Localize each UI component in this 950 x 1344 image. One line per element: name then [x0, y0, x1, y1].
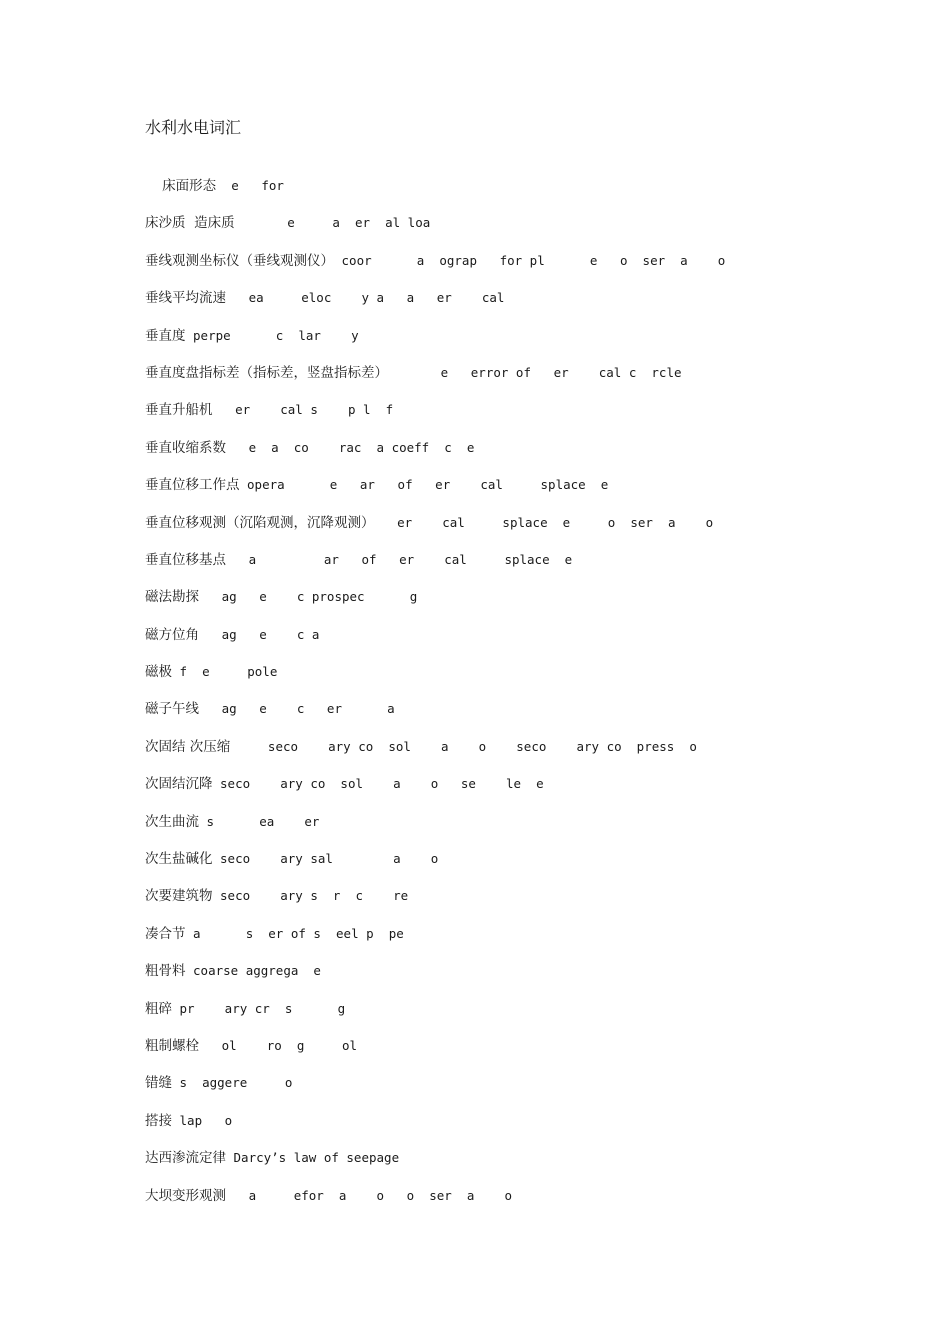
glossary-list [145, 175, 865, 1222]
glossary-entry [145, 437, 865, 474]
glossary-entry [145, 923, 865, 960]
entry-term: 垂直升船机 [145, 402, 213, 419]
entry-gloss: ea eloc y a a er cal [226, 290, 505, 306]
glossary-entry [145, 885, 865, 922]
entry-gloss: ol ro g ol [199, 1037, 358, 1053]
entry-gloss: er cal splace e o ser a o [374, 514, 714, 530]
entry-term: 粗制螺栓 [145, 1037, 199, 1054]
entry-gloss: lap o [172, 1112, 233, 1128]
entry-term: 垂直收缩系数 [145, 439, 226, 456]
glossary-entry [145, 811, 865, 848]
entry-gloss: seco ary s r c re [212, 888, 409, 904]
entry-term: 磁方位角 [145, 626, 199, 643]
entry-term: 达西渗流定律 [145, 1150, 226, 1167]
entry-gloss: pr ary cr s g [172, 1000, 346, 1016]
glossary-entry [145, 1185, 865, 1222]
entry-term: 垂线观测坐标仪（垂线观测仪） [145, 252, 334, 269]
entry-term: 次生曲流 [145, 813, 199, 830]
entry-term: 搭接 [145, 1112, 172, 1129]
entry-gloss: coarse aggrega e [185, 963, 321, 979]
glossary-entry [145, 1110, 865, 1147]
entry-term: 垂直度 [145, 327, 186, 344]
entry-term: 次固结 次压缩 [145, 738, 231, 755]
entry-gloss: e a co rac a coeff c e [226, 439, 475, 455]
entry-gloss: f e pole [172, 664, 278, 680]
entry-gloss: seco ary co sol a o seco ary co press o [230, 738, 697, 754]
glossary-entry [145, 549, 865, 586]
entry-gloss: e a er al loa [234, 215, 431, 231]
entry-term: 垂直位移工作点 [145, 477, 240, 494]
glossary-entry [145, 1035, 865, 1072]
glossary-entry [145, 212, 865, 249]
glossary-entry [145, 998, 865, 1035]
glossary-entry [145, 250, 865, 287]
entry-term: 磁法勘探 [145, 589, 199, 606]
entry-term: 磁极 [145, 664, 172, 681]
entry-term: 床面形态 [145, 178, 217, 194]
entry-gloss: e for [216, 178, 284, 193]
glossary-entry [145, 287, 865, 324]
entry-gloss: ag e c a [199, 626, 320, 642]
glossary-entry [145, 1072, 865, 1109]
entry-term: 错缝 [145, 1075, 172, 1092]
entry-term: 粗碎 [145, 1000, 172, 1017]
entry-gloss: opera e ar of er cal splace e [239, 477, 609, 493]
entry-term: 次要建筑物 [145, 888, 213, 905]
entry-gloss: ag e c er a [199, 701, 395, 717]
entry-term: 垂直位移观测（沉陷观测，沉降观测） [145, 514, 375, 531]
entry-term: 次固结沉降 [145, 776, 213, 793]
entry-gloss: er cal s p l f [212, 402, 394, 418]
entry-term: 凑合节 [145, 925, 186, 942]
glossary-entry [145, 362, 865, 399]
document-title: 水利水电词汇 [145, 118, 242, 137]
entry-term: 磁子午线 [145, 701, 199, 718]
entry-gloss: a efor a o o ser a o [226, 1187, 512, 1203]
entry-term: 次生盐碱化 [145, 851, 213, 868]
glossary-entry [145, 773, 865, 810]
glossary-entry [145, 586, 865, 623]
entry-term: 床沙质 造床质 [145, 215, 235, 232]
entry-gloss: s aggere o [172, 1075, 293, 1091]
entry-gloss: s ea er [199, 813, 320, 829]
glossary-entry [145, 736, 865, 773]
entry-term: 垂直位移基点 [145, 551, 226, 568]
glossary-entry [145, 698, 865, 735]
glossary-entry [145, 175, 865, 212]
entry-gloss: perpe c lar y [185, 327, 359, 343]
entry-gloss: seco ary co sol a o se le e [212, 776, 544, 792]
entry-gloss: Darcy’s law of seepage [226, 1150, 400, 1166]
entry-term: 粗骨料 [145, 963, 186, 980]
glossary-entry [145, 512, 865, 549]
glossary-entry [145, 624, 865, 661]
entry-term: 垂直度盘指标差（指标差，竖盘指标差） [145, 364, 388, 381]
glossary-entry [145, 1147, 865, 1184]
glossary-entry [145, 848, 865, 885]
entry-term: 垂线平均流速 [145, 290, 226, 307]
glossary-entry [145, 325, 865, 362]
entry-gloss: a s er of s eel p pe [185, 925, 404, 941]
glossary-entry [145, 474, 865, 511]
glossary-entry [145, 661, 865, 698]
entry-gloss: seco ary sal a o [212, 851, 439, 867]
glossary-entry [145, 960, 865, 997]
entry-gloss: coor a ograp for pl e o ser a o [334, 252, 726, 268]
entry-gloss: e error of er cal c rcle [388, 364, 682, 380]
entry-gloss: ag e c prospec g [199, 589, 418, 605]
entry-gloss: a ar of er cal splace e [226, 551, 573, 567]
entry-term: 大坝变形观测 [145, 1187, 226, 1204]
glossary-entry [145, 399, 865, 436]
